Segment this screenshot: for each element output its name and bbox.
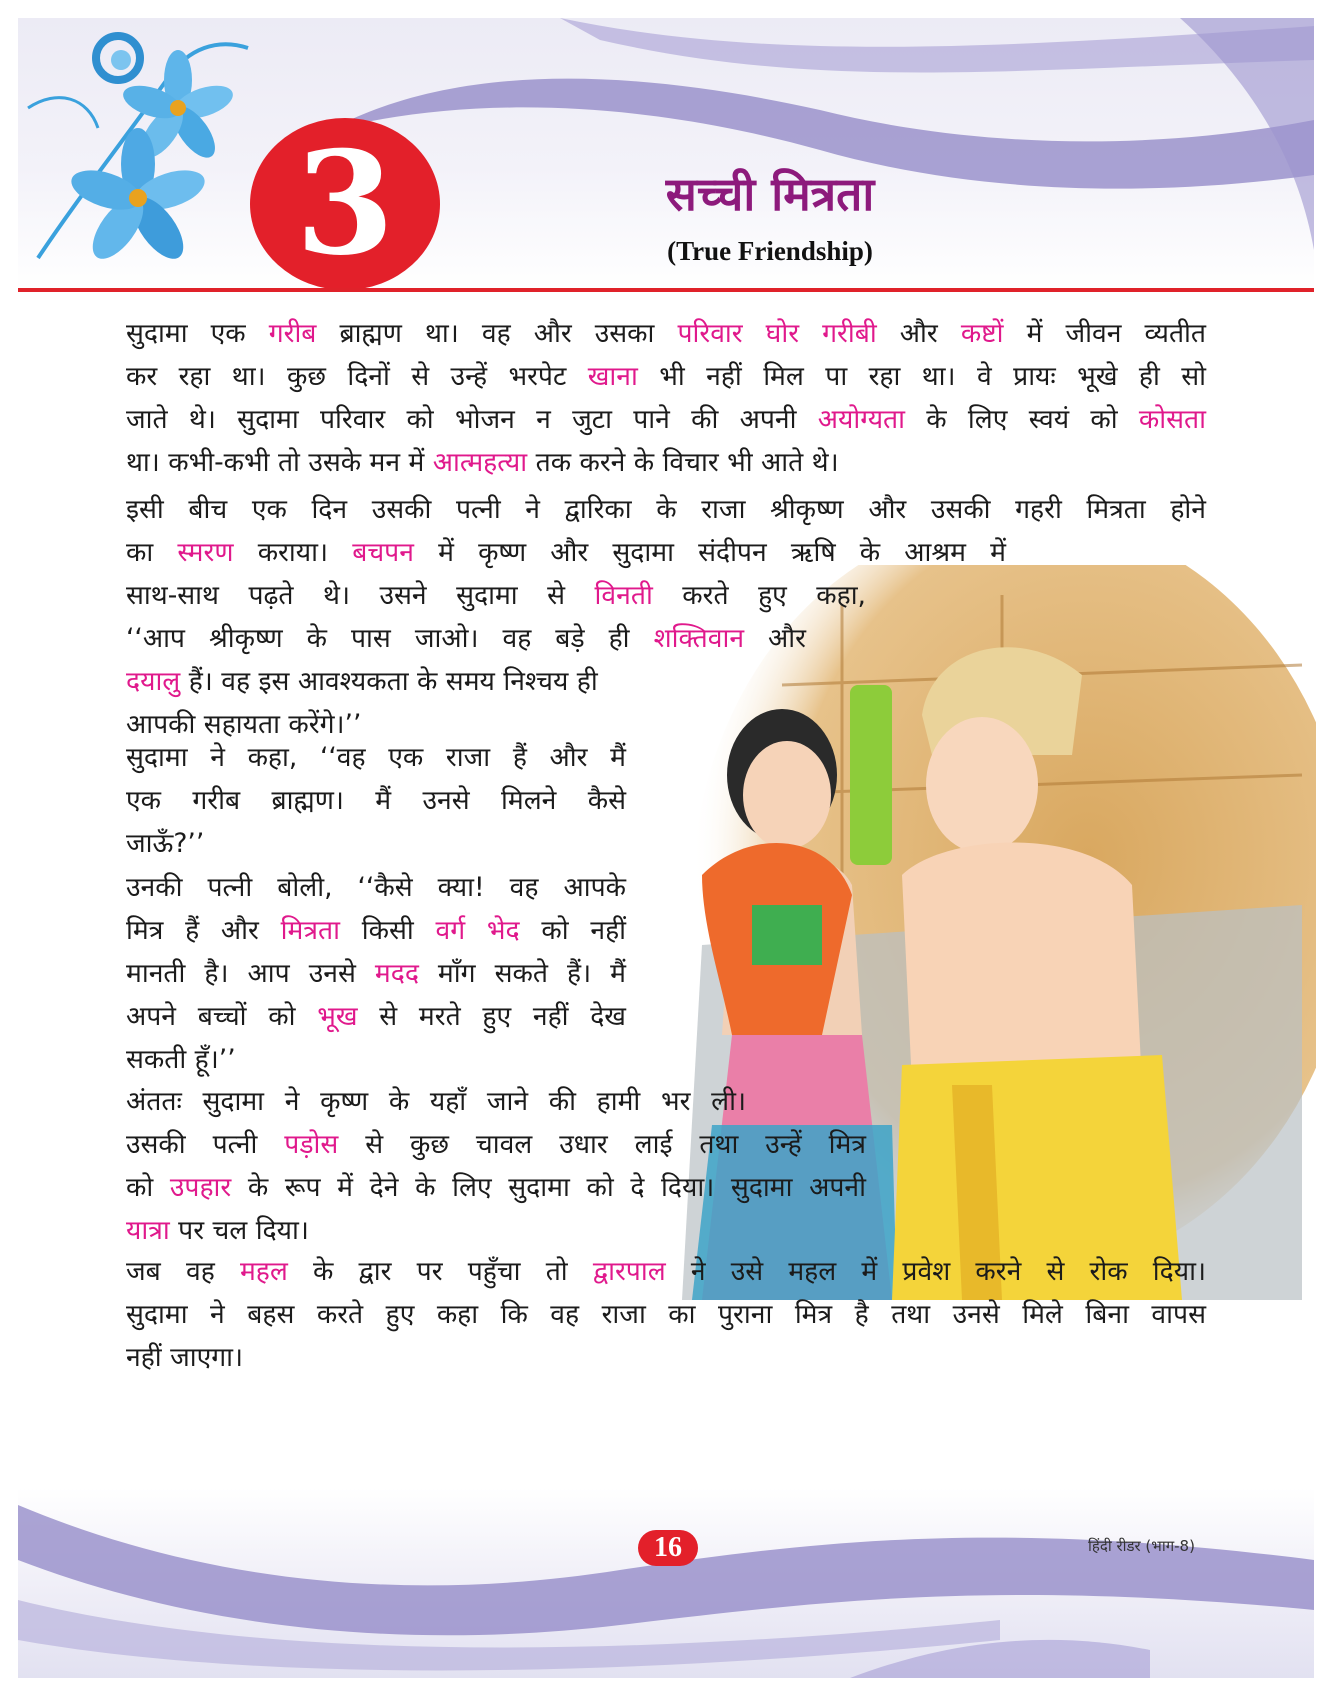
text-run: उसकी पत्नी xyxy=(126,1129,285,1160)
text-run: के द्वार पर पहुँचा तो xyxy=(287,1256,593,1287)
text-run: और xyxy=(876,318,961,349)
text-run: मानती है। आप उनसे xyxy=(126,958,375,989)
text-run: के लिए स्वयं को xyxy=(905,404,1139,435)
text-run: कराया। xyxy=(233,537,353,568)
vocabulary-highlight: आत्महत्या xyxy=(432,447,528,478)
text-run: से कुछ चावल उधार लाई तथा उन्हें मित्र xyxy=(338,1129,867,1160)
book-title: हिंदी रीडर (भाग-8) xyxy=(1088,1537,1195,1555)
text-run: सुदामा ने कहा, ‘‘वह एक राजा हैं और मैं xyxy=(126,742,626,773)
text-run: अंततः सुदामा ने कृष्ण के यहाँ जाने की हामी भर ली। xyxy=(126,1086,746,1117)
text-run: उनकी पत्नी बोली, ‘‘कैसे क्या! वह आपके xyxy=(126,872,626,903)
text-run: हैं। वह इस आवश्यकता के समय निश्चय ही xyxy=(180,666,598,697)
text-run: पर चल दिया। xyxy=(169,1215,309,1246)
text-line xyxy=(126,1209,866,1252)
text-run: एक गरीब ब्राह्मण। मैं उनसे मिलने कैसे xyxy=(126,785,626,816)
text-run: माँग सकते हैं। मैं xyxy=(418,958,626,989)
paragraph-4 xyxy=(126,866,626,1081)
vocabulary-highlight: महल xyxy=(239,1256,288,1287)
text-line xyxy=(126,531,1006,574)
text-run: मित्र हैं और xyxy=(126,915,281,946)
text-run: जाते थे। सुदामा परिवार को भोजन न जुटा पाने की अपनी xyxy=(126,404,818,435)
text-line xyxy=(126,1166,866,1209)
text-run: अपने बच्चों को xyxy=(126,1001,318,1032)
chapter-number-badge: 3 xyxy=(250,118,440,290)
text-run: था। कभी-कभी तो उसके मन में xyxy=(126,447,433,478)
text-line xyxy=(126,909,626,952)
page-number: 16 xyxy=(638,1530,698,1566)
text-line xyxy=(126,995,626,1038)
text-line xyxy=(126,312,1206,355)
text-run: करते हुए कहा, xyxy=(652,580,866,611)
text-line xyxy=(126,398,1206,441)
vocabulary-highlight: यात्रा xyxy=(126,1215,170,1246)
text-line xyxy=(126,822,626,865)
text-line xyxy=(126,1080,746,1123)
text-run: इसी बीच एक दिन उसकी पत्नी ने द्वारिका के राजा श्रीकृष्ण और उसकी गहरी मित्रता होने xyxy=(126,494,1206,525)
text-line xyxy=(126,1250,1206,1293)
text-run: भी नहीं मिल पा रहा था। वे प्रायः भूखे ही सो xyxy=(637,361,1206,392)
vocabulary-highlight: परिवार घोर गरीबी xyxy=(677,318,877,349)
paragraph-2 xyxy=(126,488,1206,746)
vocabulary-highlight: स्मरण xyxy=(177,537,234,568)
vocabulary-highlight: दयालु xyxy=(126,666,181,697)
text-run: जाऊँ?’’ xyxy=(126,828,205,859)
text-run: तक करने के विचार भी आते थे। xyxy=(527,447,839,478)
vocabulary-highlight: कष्टों xyxy=(960,318,1004,349)
text-line xyxy=(126,660,1206,703)
vocabulary-highlight: खाना xyxy=(587,361,638,392)
header-divider xyxy=(18,288,1314,292)
text-run: को नहीं xyxy=(519,915,627,946)
vocabulary-highlight: अयोग्यता xyxy=(817,404,906,435)
text-run: सकती हूँ।’’ xyxy=(126,1044,236,1075)
text-run: ब्राह्मण था। वह और उसका xyxy=(316,318,678,349)
text-run: में कृष्ण और सुदामा संदीपन ऋषि के आश्रम में xyxy=(413,537,1006,568)
text-run: में जीवन व्यतीत xyxy=(1003,318,1207,349)
text-line xyxy=(126,617,806,660)
vocabulary-highlight: पड़ोस xyxy=(284,1129,339,1160)
text-line xyxy=(126,736,626,779)
vocabulary-highlight: वर्ग भेद xyxy=(435,915,520,946)
text-line xyxy=(126,488,1206,531)
text-run: सुदामा ने बहस करते हुए कहा कि वह राजा का पुराना मित्र है तथा उनसे मिले बिना वापस xyxy=(126,1299,1206,1330)
paragraph-1 xyxy=(126,312,1206,484)
chapter-subtitle: (True Friendship) xyxy=(667,236,873,266)
text-run: साथ-साथ पढ़ते थे। उसने सुदामा से xyxy=(126,580,595,611)
vocabulary-highlight: मित्रता xyxy=(280,915,340,946)
paragraph-3 xyxy=(126,736,626,865)
text-line xyxy=(126,952,626,995)
text-line xyxy=(126,355,1206,398)
text-run: का xyxy=(126,537,178,568)
text-run: ने उसे महल में प्रवेश करने से रोक दिया। xyxy=(665,1256,1206,1287)
text-line xyxy=(126,1123,866,1166)
text-line xyxy=(126,574,866,617)
vocabulary-highlight: गरीब xyxy=(268,318,317,349)
text-run: किसी xyxy=(339,915,436,946)
text-line xyxy=(126,866,626,909)
text-run: और xyxy=(744,623,807,654)
text-run: से मरते हुए नहीं देख xyxy=(357,1001,626,1032)
vocabulary-highlight: शक्तिवान xyxy=(653,623,745,654)
vocabulary-highlight: बचपन xyxy=(352,537,414,568)
chapter-title: सच्ची मित्रता xyxy=(665,167,875,221)
paragraph-5 xyxy=(126,1080,866,1252)
text-line xyxy=(126,1293,1206,1336)
text-line xyxy=(126,779,626,822)
vocabulary-highlight: भूख xyxy=(317,1001,358,1032)
text-run: को xyxy=(126,1172,170,1203)
vocabulary-highlight: उपहार xyxy=(169,1172,232,1203)
text-run: ‘‘आप श्रीकृष्ण के पास जाओ। वह बड़े ही xyxy=(126,623,654,654)
text-run: जब वह xyxy=(126,1256,240,1287)
text-line xyxy=(126,441,1206,484)
text-line xyxy=(126,1336,1206,1379)
vocabulary-highlight: मदद xyxy=(374,958,419,989)
text-run: नहीं जाएगा। xyxy=(126,1342,244,1373)
paragraph-6 xyxy=(126,1250,1206,1379)
vocabulary-highlight: द्वारपाल xyxy=(592,1256,666,1287)
text-run: आपकी सहायता करेंगे।’’ xyxy=(126,709,362,740)
text-run: सुदामा एक xyxy=(126,318,269,349)
vocabulary-highlight: कोसता xyxy=(1138,404,1206,435)
flower-decoration xyxy=(18,18,278,278)
text-run: कर रहा था। कुछ दिनों से उन्हें भरपेट xyxy=(126,361,588,392)
text-line xyxy=(126,1038,626,1081)
vocabulary-highlight: विनती xyxy=(594,580,653,611)
text-run: के रूप में देने के लिए सुदामा को दे दिया। सुदामा अपनी xyxy=(231,1172,867,1203)
